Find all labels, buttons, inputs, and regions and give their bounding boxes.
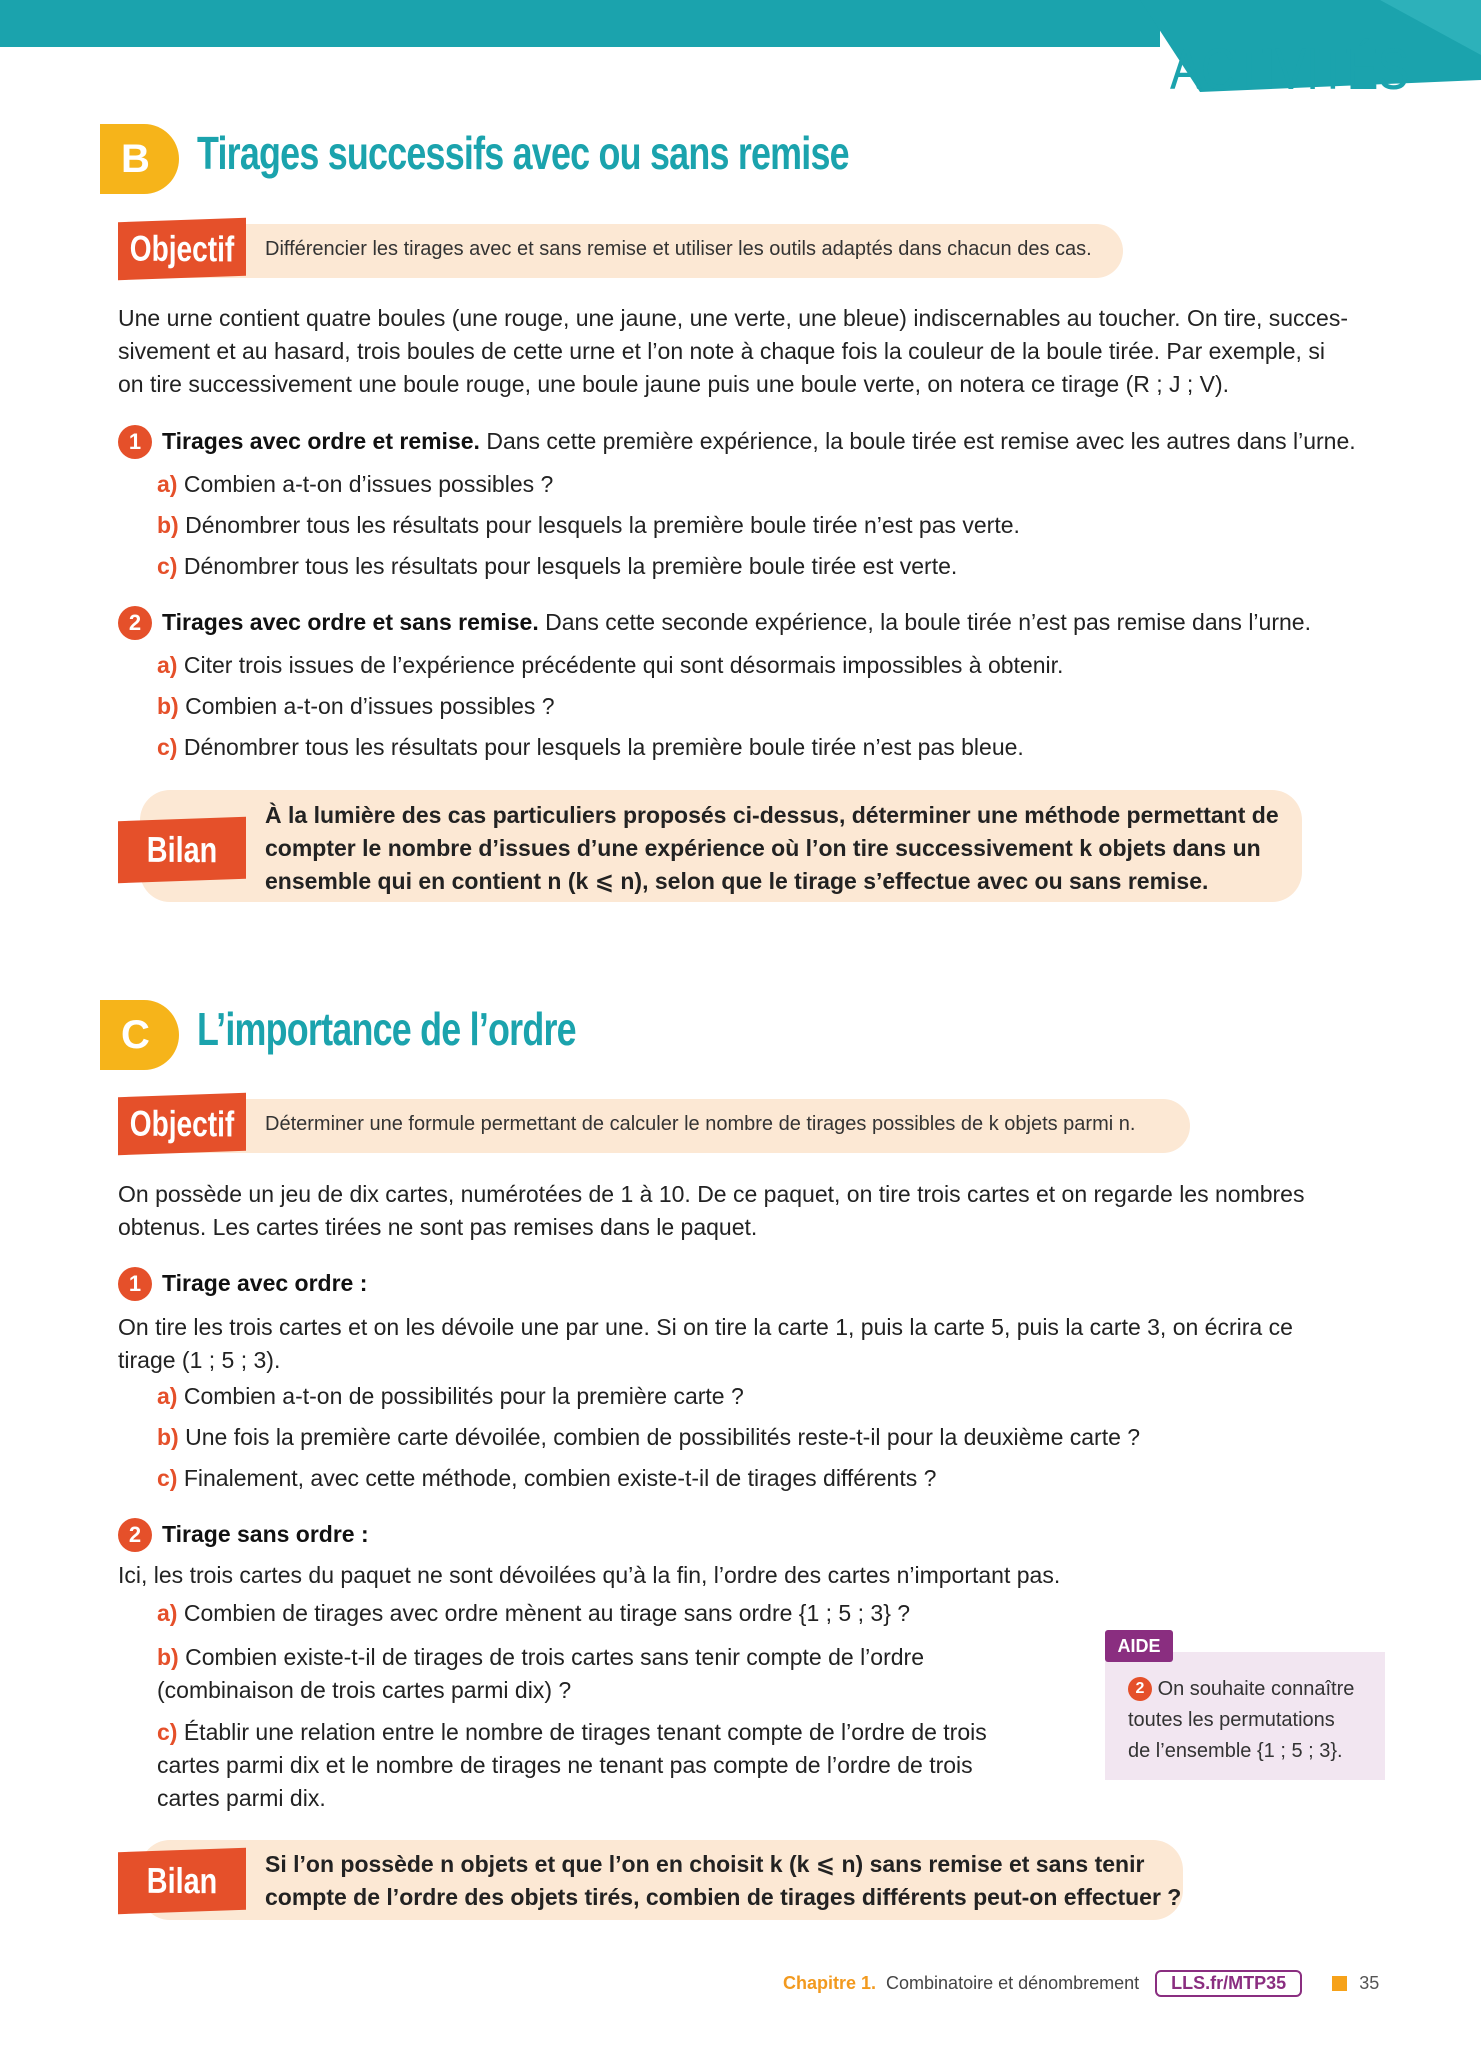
- subquestion: a) Citer trois issues de l’expérience précédente qui sont désormais impossibles à obtenir.: [157, 652, 1064, 678]
- subquestion: b) Combien existe-t-il de tirages de trois cartes sans tenir compte de l’ordre (combinaison de trois cartes parmi dix) ?: [157, 1641, 924, 1707]
- page-marker-icon: [1332, 1976, 1347, 1991]
- bilan-line: Si l’on possède n objets et que l’on en choisit k (k ⩽ n) sans remise et sans tenir: [265, 1851, 1145, 1877]
- bilan-text-b: [265, 799, 1279, 898]
- question-b2: Tirages avec ordre et sans remise. Dans cette seconde expérience, la boule tirée n’est pas remise dans l’urne.: [162, 609, 1311, 635]
- subquestion-line: cartes parmi dix et le nombre de tirages ne tenant pas compte de l’ordre de trois: [157, 1752, 973, 1778]
- intro-c: [118, 1178, 1388, 1244]
- section-badge-b: B: [100, 124, 179, 194]
- objective-tag-c: Objectif: [118, 1093, 246, 1155]
- page-number: 35: [1359, 1973, 1380, 1993]
- subquestion: a) Combien a-t-on de possibilités pour la première carte ?: [157, 1383, 744, 1409]
- subquestion: c) Établir une relation entre le nombre de tirages tenant compte de l’ordre de trois cartes parmi dix et le nombre de tirages ne tenant pas compte de l’ordre de trois cartes parmi dix.: [157, 1716, 987, 1815]
- intro-c-line: On possède un jeu de dix cartes, numérotées de 1 à 10. De ce paquet, on tire trois cartes et on regarde les nombres: [118, 1181, 1305, 1207]
- intro-b: [118, 302, 1388, 401]
- section-c-title: L’importance de l’ordre: [197, 1003, 576, 1055]
- objective-text-c: Déterminer une formule permettant de calculer le nombre de tirages possibles de k objets parmi n.: [265, 1113, 1136, 1135]
- bilan-line: compte de l’ordre des objets tirés, combien de tirages différents peut-on effectuer ?: [265, 1884, 1182, 1910]
- subquestion: c) Dénombrer tous les résultats pour lesquels la première boule tirée n’est pas bleue.: [157, 734, 1024, 760]
- subquestion: a) Combien de tirages avec ordre mènent au tirage sans ordre {1 ; 5 ; 3} ?: [157, 1600, 911, 1626]
- objective-tag-b: Objectif: [118, 218, 246, 280]
- question-number: 1: [118, 425, 152, 459]
- subquestion-line: (combinaison de trois cartes parmi dix) ?: [157, 1677, 572, 1703]
- question-c2: Tirage sans ordre :: [162, 1521, 369, 1547]
- footer-chapter-title: Combinatoire et dénombrement: [886, 1973, 1140, 1993]
- bilan-line: compter le nombre d’issues d’une expérience où l’on tire successivement k objets dans un: [265, 835, 1261, 861]
- page-footer: [783, 1970, 1379, 1997]
- bilan-text-c: [265, 1848, 1181, 1914]
- footer-chapter: Chapitre 1.: [783, 1973, 877, 1993]
- bilan-line: ensemble qui en contient n (k ⩽ n), selon que le tirage s’effectue avec ou sans remise.: [265, 868, 1209, 894]
- question-c1: Tirage avec ordre :: [162, 1270, 368, 1296]
- intro-line: tirage (1 ; 5 ; 3).: [118, 1347, 281, 1373]
- intro-b-line: sivement et au hasard, trois boules de cette urne et l’on note à chaque fois la couleur de la boule tirée. Par exemple, si: [118, 338, 1325, 364]
- subquestion-line: cartes parmi dix.: [157, 1785, 326, 1811]
- intro-c-line: obtenus. Les cartes tirées ne sont pas remises dans le paquet.: [118, 1214, 758, 1240]
- subquestion: c) Finalement, avec cette méthode, combien existe-t-il de tirages différents ?: [157, 1465, 937, 1491]
- question-c2-intro: Ici, les trois cartes du paquet ne sont dévoilées qu’à la fin, l’ordre des cartes n’important pas.: [118, 1562, 1061, 1588]
- section-label: ACTIVITÉS: [1170, 37, 1409, 102]
- intro-line: On tire les trois cartes et on les dévoile une par une. Si on tire la carte 1, puis la carte 5, puis la carte 3, on écrira ce: [118, 1314, 1293, 1340]
- bilan-tag-b: Bilan: [118, 817, 246, 883]
- subquestion: b) Dénombrer tous les résultats pour lesquels la première boule tirée n’est pas verte.: [157, 512, 1020, 538]
- aide-text: 2 On souhaite connaître toutes les permutations de l’ensemble {1 ; 5 ; 3}.: [1128, 1674, 1354, 1767]
- subquestion: b) Combien a-t-on d’issues possibles ?: [157, 693, 555, 719]
- subquestion: a) Combien a-t-on d’issues possibles ?: [157, 471, 554, 497]
- section-b-title: Tirages successifs avec ou sans remise: [197, 127, 849, 179]
- intro-b-line: Une urne contient quatre boules (une rouge, une jaune, une verte, une bleue) indiscernables au toucher. On tire, succes-: [118, 305, 1349, 331]
- question-number: 2: [118, 1518, 152, 1552]
- objective-text-b: Différencier les tirages avec et sans remise et utiliser les outils adaptés dans chacun des cas.: [265, 238, 1092, 260]
- aide-line: de l’ensemble {1 ; 5 ; 3}.: [1128, 1740, 1343, 1762]
- aide-tag: AIDE: [1105, 1630, 1173, 1662]
- top-banner: [0, 0, 1160, 47]
- subquestion: b) Une fois la première carte dévoilée, combien de possibilités reste-t-il pour la deuxième carte ?: [157, 1424, 1141, 1450]
- intro-b-line: on tire successivement une boule rouge, une boule jaune puis une boule verte, on notera ce tirage (R ; J ; V).: [118, 371, 1230, 397]
- lls-link[interactable]: LLS.fr/MTP35: [1155, 1970, 1302, 1997]
- question-number: 2: [118, 606, 152, 640]
- subquestion: c) Dénombrer tous les résultats pour lesquels la première boule tirée est verte.: [157, 553, 958, 579]
- bilan-tag-c: Bilan: [118, 1848, 246, 1914]
- bilan-line: À la lumière des cas particuliers proposés ci-dessus, déterminer une méthode permettant de: [265, 802, 1279, 828]
- section-badge-c: C: [100, 1000, 179, 1070]
- question-number: 1: [118, 1267, 152, 1301]
- question-b1: Tirages avec ordre et remise. Dans cette première expérience, la boule tirée est remise avec les autres dans l’urne.: [162, 428, 1356, 454]
- aide-line: toutes les permutations: [1128, 1709, 1335, 1731]
- question-c1-intro: [118, 1311, 1388, 1377]
- aide-number: 2: [1128, 1677, 1152, 1701]
